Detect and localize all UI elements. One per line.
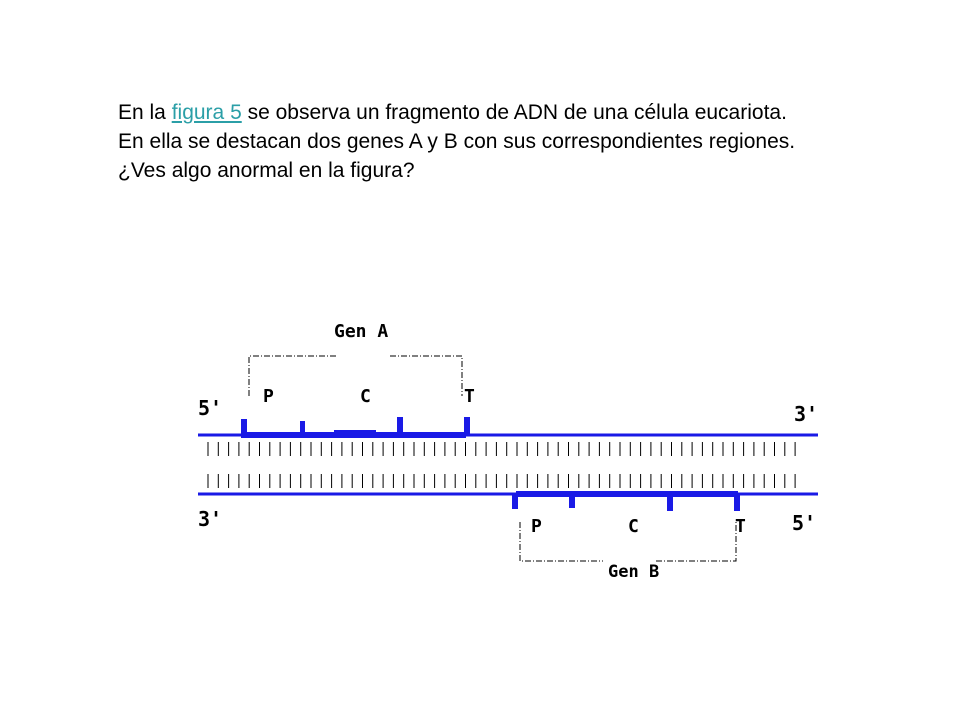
top-strand-bases bbox=[208, 442, 795, 456]
gene-a-marker-start bbox=[241, 419, 247, 438]
gene-b-region bbox=[512, 491, 740, 511]
top-strand-left-end: 5' bbox=[198, 396, 223, 420]
gene-a-label-p: P bbox=[263, 386, 274, 407]
bottom-strand-right-end: 5' bbox=[792, 511, 817, 535]
top-strand-right-end: 3' bbox=[794, 402, 819, 426]
bottom-strand-bases bbox=[208, 474, 795, 488]
question-rest: se observa un fragmento de ADN de una célula eucariota. En ella se destacan dos genes A y B con sus correspondientes regiones. ¿Ves algo anormal en la figura? bbox=[118, 101, 796, 182]
gene-a-title: Gen A bbox=[334, 321, 389, 342]
gene-a-marker-end bbox=[464, 417, 470, 434]
gene-b-bracket-right bbox=[656, 522, 736, 561]
gene-a-marker-c bbox=[397, 417, 403, 435]
question-lead: En la bbox=[118, 101, 172, 124]
gene-a-bracket bbox=[249, 356, 462, 396]
gene-b-title: Gen B bbox=[608, 562, 660, 582]
gene-b-marker-end bbox=[734, 494, 740, 511]
gene-a-region bbox=[241, 417, 470, 438]
figure-link[interactable]: figura 5 bbox=[171, 101, 242, 124]
bottom-strand-left-end: 3' bbox=[198, 507, 223, 531]
gene-a-label-t: T bbox=[464, 386, 475, 407]
gene-b-marker-p bbox=[569, 494, 575, 508]
gene-b-label-p: P bbox=[531, 516, 542, 537]
gene-a-label-c: C bbox=[360, 386, 371, 407]
gene-b-marker-c bbox=[667, 494, 673, 511]
gene-a-bracket-right bbox=[390, 356, 462, 396]
gene-b-marker-start bbox=[512, 493, 518, 509]
gene-a-coding-bar bbox=[334, 430, 376, 436]
gene-b-label-t: T bbox=[735, 516, 746, 537]
gene-a-marker-p bbox=[300, 421, 305, 436]
gene-b-bar bbox=[516, 491, 738, 497]
gene-b-label-c: C bbox=[628, 516, 639, 537]
